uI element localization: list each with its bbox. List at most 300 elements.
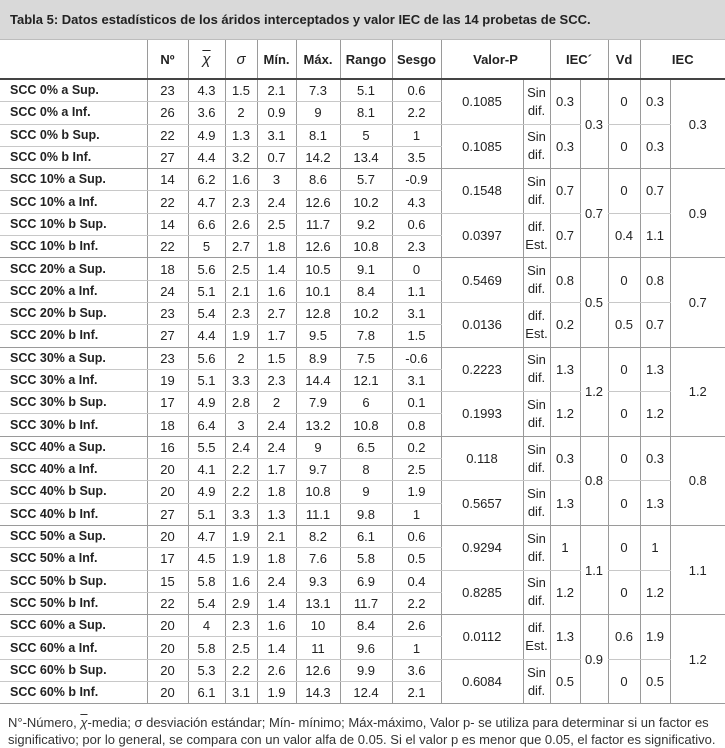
- cell-mean: 6.1: [188, 682, 225, 704]
- cell-max: 10.5: [296, 258, 340, 280]
- specimen-label: SCC 50% a Inf.: [0, 548, 147, 570]
- cell-skew: 0.1: [392, 392, 441, 414]
- cell-range: 9.2: [340, 213, 392, 235]
- cell-skew: 0.6: [392, 525, 441, 547]
- cell-mean: 5.8: [188, 637, 225, 659]
- specimen-label: SCC 60% b Inf.: [0, 682, 147, 704]
- cell-vd: 0: [608, 570, 640, 615]
- cell-min: 2.4: [257, 570, 296, 592]
- cell-range: 6: [340, 392, 392, 414]
- cell-vd: 0: [608, 481, 640, 526]
- cell-sigma: 2.2: [225, 481, 257, 503]
- cell-iec-prime-average: 0.3: [580, 79, 608, 169]
- cell-iec-prime: 0.3: [550, 436, 580, 481]
- header-mean: $\overline{\chi}$: [188, 40, 225, 79]
- cell-sigma: 2: [225, 347, 257, 369]
- cell-iec: 1.3: [640, 347, 670, 392]
- cell-mean: 5.3: [188, 659, 225, 681]
- cell-min: 3: [257, 169, 296, 191]
- cell-range: 12.4: [340, 682, 392, 704]
- cell-sigma: 2.3: [225, 191, 257, 213]
- cell-skew: 0.6: [392, 213, 441, 235]
- cell-max: 7.6: [296, 548, 340, 570]
- cell-vd: 0: [608, 525, 640, 570]
- cell-range: 7.8: [340, 325, 392, 347]
- cell-skew: -0.6: [392, 347, 441, 369]
- cell-sigma: 3.3: [225, 503, 257, 525]
- header-n: Nº: [147, 40, 188, 79]
- cell-iec: 0.8: [640, 258, 670, 303]
- cell-n: 20: [147, 615, 188, 637]
- cell-n: 27: [147, 146, 188, 168]
- cell-max: 14.2: [296, 146, 340, 168]
- table-row: [0, 213, 725, 235]
- cell-iec-prime: 1.3: [550, 481, 580, 526]
- cell-n: 23: [147, 347, 188, 369]
- cell-max: 14.4: [296, 369, 340, 391]
- cell-mean: 5.6: [188, 258, 225, 280]
- cell-mean: 4.9: [188, 481, 225, 503]
- cell-iec: 1.1: [640, 213, 670, 258]
- cell-range: 10.8: [340, 236, 392, 258]
- table-row: [0, 258, 725, 280]
- specimen-label: SCC 50% a Sup.: [0, 525, 147, 547]
- cell-iec-prime: 1: [550, 525, 580, 570]
- cell-min: 2.4: [257, 436, 296, 458]
- specimen-label: SCC 50% b Inf.: [0, 592, 147, 614]
- cell-iec-prime-average: 1.1: [580, 525, 608, 614]
- cell-max: 12.6: [296, 191, 340, 213]
- cell-significance: Sin dif.: [523, 392, 550, 437]
- header-iec: IEC: [640, 40, 725, 79]
- table-row: [0, 525, 725, 547]
- cell-iec: 1.2: [640, 570, 670, 615]
- cell-significance: Sin dif.: [523, 124, 550, 169]
- specimen-label: SCC 40% b Sup.: [0, 481, 147, 503]
- cell-min: 0.9: [257, 102, 296, 124]
- cell-range: 8.4: [340, 280, 392, 302]
- specimen-label: SCC 40% a Inf.: [0, 459, 147, 481]
- cell-mean: 4: [188, 615, 225, 637]
- cell-mean: 5.1: [188, 503, 225, 525]
- cell-range: 13.4: [340, 146, 392, 168]
- cell-vd: 0: [608, 258, 640, 303]
- cell-iec-prime: 0.3: [550, 79, 580, 124]
- cell-mean: 5.4: [188, 592, 225, 614]
- cell-p-value: 0.2223: [441, 347, 523, 392]
- cell-vd: 0.4: [608, 213, 640, 258]
- cell-vd: 0: [608, 124, 640, 169]
- cell-min: 0.7: [257, 146, 296, 168]
- specimen-label: SCC 10% b Sup.: [0, 213, 147, 235]
- cell-max: 8.9: [296, 347, 340, 369]
- cell-n: 27: [147, 503, 188, 525]
- cell-vd: 0: [608, 436, 640, 481]
- cell-mean: 4.4: [188, 325, 225, 347]
- cell-n: 20: [147, 525, 188, 547]
- cell-significance: Sin dif.: [523, 79, 550, 124]
- cell-skew: 3.5: [392, 146, 441, 168]
- statistics-table: [0, 40, 725, 704]
- cell-mean: 6.4: [188, 414, 225, 436]
- table-row: [0, 392, 725, 414]
- table-row: [0, 79, 725, 102]
- cell-iec-average: 0.9: [670, 169, 725, 258]
- cell-min: 2.1: [257, 79, 296, 102]
- cell-significance: Sin dif.: [523, 258, 550, 303]
- cell-vd: 0.5: [608, 302, 640, 347]
- specimen-label: SCC 30% b Inf.: [0, 414, 147, 436]
- cell-mean: 5.5: [188, 436, 225, 458]
- cell-n: 22: [147, 191, 188, 213]
- cell-skew: 0.4: [392, 570, 441, 592]
- cell-sigma: 2.7: [225, 236, 257, 258]
- cell-max: 11.1: [296, 503, 340, 525]
- cell-significance: Sin dif.: [523, 481, 550, 526]
- cell-iec: 0.3: [640, 79, 670, 124]
- cell-n: 18: [147, 258, 188, 280]
- header-min: Mín.: [257, 40, 296, 79]
- specimen-label: SCC 10% a Inf.: [0, 191, 147, 213]
- cell-iec: 1.3: [640, 481, 670, 526]
- cell-iec-prime-average: 0.7: [580, 169, 608, 258]
- cell-iec-average: 0.7: [670, 258, 725, 347]
- cell-range: 5.7: [340, 169, 392, 191]
- cell-significance: Sin dif.: [523, 659, 550, 704]
- header-skew: Sesgo: [392, 40, 441, 79]
- cell-skew: 3.1: [392, 369, 441, 391]
- table-row: [0, 659, 725, 681]
- cell-n: 22: [147, 124, 188, 146]
- cell-max: 8.6: [296, 169, 340, 191]
- cell-skew: 3.1: [392, 302, 441, 324]
- specimen-label: SCC 0% a Inf.: [0, 102, 147, 124]
- cell-skew: 4.3: [392, 191, 441, 213]
- cell-range: 9.1: [340, 258, 392, 280]
- cell-iec: 0.7: [640, 169, 670, 214]
- cell-iec-prime-average: 0.5: [580, 258, 608, 347]
- cell-n: 17: [147, 548, 188, 570]
- cell-max: 11: [296, 637, 340, 659]
- cell-skew: 2.2: [392, 592, 441, 614]
- specimen-label: SCC 20% a Sup.: [0, 258, 147, 280]
- cell-p-value: 0.1993: [441, 392, 523, 437]
- cell-p-value: 0.9294: [441, 525, 523, 570]
- cell-iec-average: 1.1: [670, 525, 725, 614]
- specimen-label: SCC 60% a Inf.: [0, 637, 147, 659]
- cell-min: 1.4: [257, 258, 296, 280]
- specimen-label: SCC 40% a Sup.: [0, 436, 147, 458]
- cell-sigma: 2.5: [225, 637, 257, 659]
- cell-min: 2.4: [257, 414, 296, 436]
- cell-skew: 2.3: [392, 236, 441, 258]
- cell-significance: Sin dif.: [523, 169, 550, 214]
- cell-mean: 4.9: [188, 124, 225, 146]
- cell-max: 8.2: [296, 525, 340, 547]
- cell-range: 10.8: [340, 414, 392, 436]
- cell-vd: 0: [608, 79, 640, 124]
- specimen-label: SCC 0% b Inf.: [0, 146, 147, 168]
- table-row: [0, 570, 725, 592]
- cell-p-value: 0.118: [441, 436, 523, 481]
- cell-significance: Sin dif.: [523, 525, 550, 570]
- cell-p-value: 0.8285: [441, 570, 523, 615]
- cell-iec-prime: 0.8: [550, 258, 580, 303]
- cell-significance: Sin dif.: [523, 570, 550, 615]
- cell-sigma: 2.9: [225, 592, 257, 614]
- cell-max: 10.1: [296, 280, 340, 302]
- cell-iec-prime: 0.2: [550, 302, 580, 347]
- cell-iec-prime: 0.3: [550, 124, 580, 169]
- cell-max: 9.3: [296, 570, 340, 592]
- cell-sigma: 1.5: [225, 79, 257, 102]
- cell-sigma: 2.6: [225, 213, 257, 235]
- table-caption: Tabla 5: Datos estadísticos de los áridos interceptados y valor IEC de las 14 probetas de SCC.: [0, 0, 725, 40]
- cell-mean: 4.9: [188, 392, 225, 414]
- cell-iec-average: 0.3: [670, 79, 725, 169]
- cell-iec-average: 1.2: [670, 615, 725, 704]
- cell-sigma: 1.9: [225, 548, 257, 570]
- cell-skew: 1.9: [392, 481, 441, 503]
- cell-skew: 1: [392, 124, 441, 146]
- cell-iec-average: 0.8: [670, 436, 725, 525]
- cell-n: 20: [147, 459, 188, 481]
- cell-skew: 0.5: [392, 548, 441, 570]
- cell-max: 13.2: [296, 414, 340, 436]
- cell-n: 14: [147, 169, 188, 191]
- specimen-label: SCC 30% a Inf.: [0, 369, 147, 391]
- cell-skew: 0.6: [392, 79, 441, 102]
- header-p-value: Valor-P: [441, 40, 550, 79]
- cell-iec: 0.3: [640, 124, 670, 169]
- table-row: [0, 124, 725, 146]
- cell-min: 1.4: [257, 592, 296, 614]
- table-body: [0, 79, 725, 704]
- cell-range: 9: [340, 481, 392, 503]
- cell-min: 2.4: [257, 191, 296, 213]
- cell-vd: 0.6: [608, 615, 640, 660]
- cell-mean: 4.1: [188, 459, 225, 481]
- cell-skew: -0.9: [392, 169, 441, 191]
- cell-max: 11.7: [296, 213, 340, 235]
- cell-sigma: 2.2: [225, 659, 257, 681]
- cell-max: 13.1: [296, 592, 340, 614]
- cell-n: 26: [147, 102, 188, 124]
- cell-mean: 4.7: [188, 191, 225, 213]
- cell-range: 6.5: [340, 436, 392, 458]
- cell-n: 19: [147, 369, 188, 391]
- cell-mean: 3.6: [188, 102, 225, 124]
- cell-min: 1.8: [257, 481, 296, 503]
- cell-n: 20: [147, 682, 188, 704]
- cell-max: 7.3: [296, 79, 340, 102]
- cell-skew: 1.5: [392, 325, 441, 347]
- cell-min: 2.6: [257, 659, 296, 681]
- table-row: [0, 169, 725, 191]
- header-row: [0, 40, 725, 79]
- cell-iec-prime-average: 0.8: [580, 436, 608, 525]
- specimen-label: SCC 30% b Sup.: [0, 392, 147, 414]
- cell-iec-prime-average: 0.9: [580, 615, 608, 704]
- cell-mean: 6.6: [188, 213, 225, 235]
- cell-range: 9.9: [340, 659, 392, 681]
- cell-range: 5: [340, 124, 392, 146]
- cell-max: 9: [296, 102, 340, 124]
- cell-n: 20: [147, 637, 188, 659]
- cell-iec-prime: 1.3: [550, 615, 580, 660]
- cell-iec-prime: 0.7: [550, 213, 580, 258]
- specimen-label: SCC 10% b Inf.: [0, 236, 147, 258]
- table-row: [0, 436, 725, 458]
- cell-range: 8: [340, 459, 392, 481]
- cell-range: 10.2: [340, 302, 392, 324]
- cell-sigma: 2: [225, 102, 257, 124]
- cell-iec: 1: [640, 525, 670, 570]
- cell-max: 10: [296, 615, 340, 637]
- cell-p-value: 0.1085: [441, 79, 523, 124]
- cell-min: 1.4: [257, 637, 296, 659]
- cell-n: 20: [147, 659, 188, 681]
- cell-mean: 4.5: [188, 548, 225, 570]
- cell-min: 1.5: [257, 347, 296, 369]
- cell-mean: 6.2: [188, 169, 225, 191]
- cell-sigma: 2.4: [225, 436, 257, 458]
- cell-sigma: 2.8: [225, 392, 257, 414]
- table-footnote: N°-Número, $\overline{\chi}$-media; σ desviación estándar; Mín- mínimo; Máx-máximo, Valor p- se utiliza para determinar si un factor es significativo; por lo general, se compara con un valor alfa de 0.05. Si el valor p es menor que 0.05, el factor es significativo.: [8, 715, 716, 748]
- cell-skew: 2.6: [392, 615, 441, 637]
- cell-significance: Sin dif.: [523, 436, 550, 481]
- cell-n: 20: [147, 481, 188, 503]
- cell-sigma: 2.1: [225, 280, 257, 302]
- cell-vd: 0: [608, 347, 640, 392]
- cell-max: 12.6: [296, 659, 340, 681]
- cell-sigma: 2.3: [225, 302, 257, 324]
- cell-max: 9: [296, 436, 340, 458]
- cell-iec-prime: 0.7: [550, 169, 580, 214]
- cell-p-value: 0.0136: [441, 302, 523, 347]
- cell-p-value: 0.1085: [441, 124, 523, 169]
- cell-skew: 3.6: [392, 659, 441, 681]
- cell-skew: 1: [392, 503, 441, 525]
- cell-min: 1.7: [257, 459, 296, 481]
- cell-sigma: 3.3: [225, 369, 257, 391]
- cell-max: 12.8: [296, 302, 340, 324]
- cell-range: 9.6: [340, 637, 392, 659]
- cell-mean: 5: [188, 236, 225, 258]
- cell-min: 2.3: [257, 369, 296, 391]
- header-sigma: σ: [225, 40, 257, 79]
- cell-iec: 1.9: [640, 615, 670, 660]
- cell-n: 18: [147, 414, 188, 436]
- cell-skew: 0.8: [392, 414, 441, 436]
- cell-mean: 5.6: [188, 347, 225, 369]
- cell-sigma: 2.5: [225, 258, 257, 280]
- cell-range: 10.2: [340, 191, 392, 213]
- cell-iec: 1.2: [640, 392, 670, 437]
- cell-p-value: 0.5469: [441, 258, 523, 303]
- header-max: Máx.: [296, 40, 340, 79]
- header-iec-prime: IEC´: [550, 40, 608, 79]
- mean-symbol: $\overline{\chi}$: [80, 715, 88, 731]
- cell-min: 1.6: [257, 280, 296, 302]
- specimen-label: SCC 60% b Sup.: [0, 659, 147, 681]
- cell-significance: Sin dif.: [523, 347, 550, 392]
- cell-iec: 0.3: [640, 436, 670, 481]
- cell-sigma: 3.2: [225, 146, 257, 168]
- table-row: [0, 481, 725, 503]
- cell-min: 2.5: [257, 213, 296, 235]
- cell-p-value: 0.0397: [441, 213, 523, 258]
- cell-skew: 1.1: [392, 280, 441, 302]
- header-range: Rango: [340, 40, 392, 79]
- cell-min: 3.1: [257, 124, 296, 146]
- cell-min: 2.7: [257, 302, 296, 324]
- cell-n: 23: [147, 302, 188, 324]
- cell-iec: 0.5: [640, 659, 670, 704]
- cell-max: 7.9: [296, 392, 340, 414]
- cell-sigma: 1.6: [225, 570, 257, 592]
- cell-sigma: 1.9: [225, 325, 257, 347]
- cell-mean: 4.3: [188, 79, 225, 102]
- specimen-label: SCC 60% a Sup.: [0, 615, 147, 637]
- cell-p-value: 0.5657: [441, 481, 523, 526]
- cell-range: 5.8: [340, 548, 392, 570]
- cell-min: 1.8: [257, 548, 296, 570]
- cell-iec-prime-average: 1.2: [580, 347, 608, 436]
- specimen-label: SCC 10% a Sup.: [0, 169, 147, 191]
- cell-significance: dif. Est.: [523, 213, 550, 258]
- table-row: [0, 302, 725, 324]
- specimen-label: SCC 40% b Inf.: [0, 503, 147, 525]
- cell-iec-prime: 1.2: [550, 570, 580, 615]
- specimen-label: SCC 30% a Sup.: [0, 347, 147, 369]
- cell-skew: 2.2: [392, 102, 441, 124]
- cell-range: 5.1: [340, 79, 392, 102]
- cell-n: 22: [147, 236, 188, 258]
- cell-mean: 5.1: [188, 280, 225, 302]
- cell-sigma: 1.6: [225, 169, 257, 191]
- header-vd: Vd: [608, 40, 640, 79]
- cell-n: 16: [147, 436, 188, 458]
- specimen-label: SCC 50% b Sup.: [0, 570, 147, 592]
- cell-mean: 5.8: [188, 570, 225, 592]
- specimen-label: SCC 20% b Inf.: [0, 325, 147, 347]
- specimen-label: SCC 0% b Sup.: [0, 124, 147, 146]
- cell-mean: 4.7: [188, 525, 225, 547]
- cell-range: 6.1: [340, 525, 392, 547]
- cell-p-value: 0.0112: [441, 615, 523, 660]
- cell-skew: 1: [392, 637, 441, 659]
- cell-min: 1.3: [257, 503, 296, 525]
- table-row: [0, 615, 725, 637]
- cell-min: 1.9: [257, 682, 296, 704]
- cell-sigma: 2.3: [225, 615, 257, 637]
- cell-max: 14.3: [296, 682, 340, 704]
- cell-n: 14: [147, 213, 188, 235]
- table-row: [0, 347, 725, 369]
- cell-mean: 5.4: [188, 302, 225, 324]
- cell-skew: 2.5: [392, 459, 441, 481]
- cell-mean: 4.4: [188, 146, 225, 168]
- cell-n: 22: [147, 592, 188, 614]
- cell-range: 6.9: [340, 570, 392, 592]
- cell-range: 12.1: [340, 369, 392, 391]
- cell-n: 23: [147, 79, 188, 102]
- cell-max: 8.1: [296, 124, 340, 146]
- cell-sigma: 3: [225, 414, 257, 436]
- cell-sigma: 1.3: [225, 124, 257, 146]
- cell-range: 8.1: [340, 102, 392, 124]
